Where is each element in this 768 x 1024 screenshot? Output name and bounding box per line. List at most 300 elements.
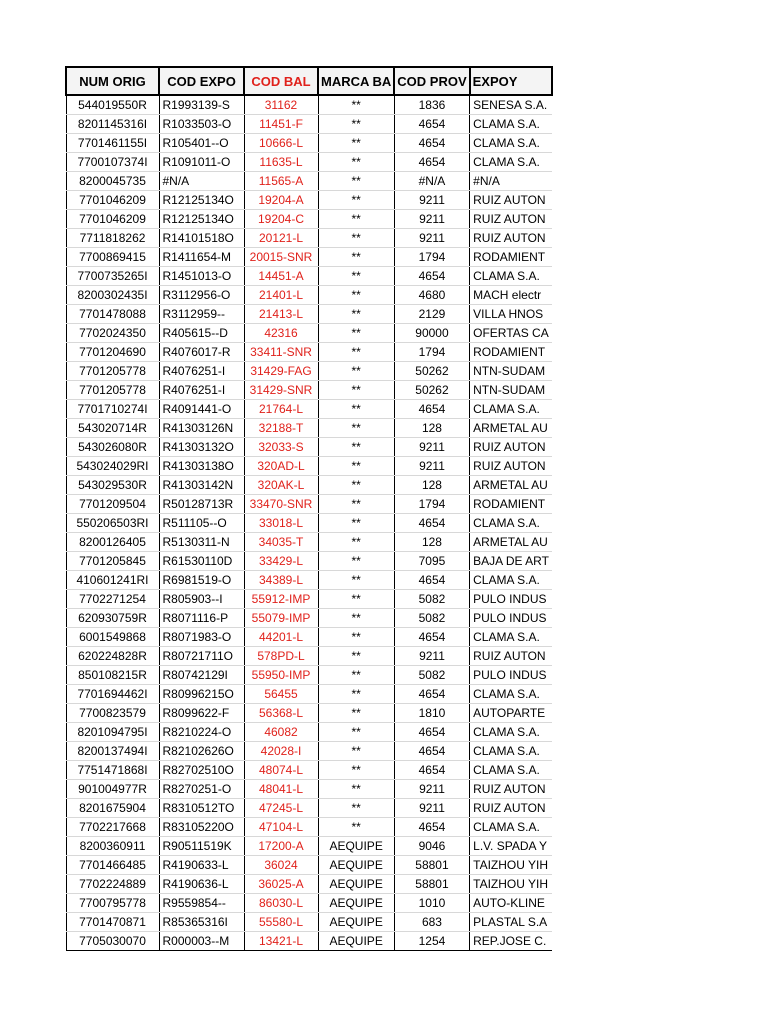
cod-expo-cell[interactable]: R4091441-O — [159, 400, 244, 419]
cod-bal-cell[interactable]: 19204-C — [244, 210, 318, 229]
marca-ba-cell[interactable]: ** — [318, 419, 394, 438]
marca-ba-cell[interactable]: ** — [318, 685, 394, 704]
num-orig-cell[interactable]: 7702217668 — [66, 818, 159, 837]
num-orig-cell[interactable]: 544019550R — [66, 95, 159, 115]
cod-bal-cell[interactable]: 31162 — [244, 95, 318, 115]
marca-ba-cell[interactable]: ** — [318, 609, 394, 628]
cod-bal-cell[interactable]: 10666-L — [244, 134, 318, 153]
expoy-cell[interactable]: PULO INDUS — [470, 590, 552, 609]
table-row — [66, 590, 552, 609]
cod-bal-cell[interactable]: 44201-L — [244, 628, 318, 647]
cod-expo-cell[interactable]: #N/A — [159, 172, 244, 191]
expoy-cell[interactable]: CLAMA S.A. — [470, 742, 552, 761]
num-orig-cell[interactable]: 543026080R — [66, 438, 159, 457]
num-orig-cell[interactable]: 7701694462I — [66, 685, 159, 704]
num-orig-cell[interactable]: 7700823579 — [66, 704, 159, 723]
cod-bal-cell[interactable]: 48074-L — [244, 761, 318, 780]
cod-prov-cell[interactable]: 58801 — [394, 875, 469, 894]
cod-expo-cell[interactable]: R9559854-- — [159, 894, 244, 913]
expoy-cell[interactable]: CLAMA S.A. — [470, 571, 552, 590]
expoy-cell[interactable]: OFERTAS CA — [470, 324, 552, 343]
cod-prov-cell[interactable]: 4654 — [394, 685, 469, 704]
header-cod-bal[interactable]: COD BAL — [244, 67, 318, 95]
marca-ba-cell[interactable]: ** — [318, 400, 394, 419]
num-orig-cell[interactable]: 550206503RI — [66, 514, 159, 533]
marca-ba-cell[interactable]: ** — [318, 647, 394, 666]
expoy-cell[interactable]: RUIZ AUTON — [470, 210, 552, 229]
cod-prov-cell[interactable]: 9211 — [394, 457, 469, 476]
marca-ba-cell[interactable]: ** — [318, 95, 394, 115]
num-orig-cell[interactable]: 8201094795I — [66, 723, 159, 742]
marca-ba-cell[interactable]: ** — [318, 286, 394, 305]
num-orig-cell[interactable]: 8201145316I — [66, 115, 159, 134]
cod-expo-cell[interactable]: R3112956-O — [159, 286, 244, 305]
cod-expo-cell[interactable]: R4190633-L — [159, 856, 244, 875]
cod-expo-cell[interactable]: R4076251-I — [159, 381, 244, 400]
expoy-cell[interactable]: PLASTAL S.A — [470, 913, 552, 932]
table-row — [66, 115, 552, 134]
cod-expo-cell[interactable]: R12125134O — [159, 210, 244, 229]
cod-prov-cell[interactable]: 4654 — [394, 571, 469, 590]
marca-ba-cell[interactable]: ** — [318, 628, 394, 647]
marca-ba-cell[interactable]: ** — [318, 799, 394, 818]
cod-expo-cell[interactable]: R41303126N — [159, 419, 244, 438]
expoy-cell[interactable]: RUIZ AUTON — [470, 780, 552, 799]
cod-prov-cell[interactable]: 1810 — [394, 704, 469, 723]
marca-ba-cell[interactable]: ** — [318, 381, 394, 400]
num-orig-cell[interactable]: 7700795778 — [66, 894, 159, 913]
header-cod-prov[interactable]: COD PROV — [394, 67, 469, 95]
cod-prov-cell[interactable]: 9211 — [394, 210, 469, 229]
cod-prov-cell[interactable]: 128 — [394, 476, 469, 495]
cod-bal-cell[interactable]: 55580-L — [244, 913, 318, 932]
cod-bal-cell[interactable]: 33470-SNR — [244, 495, 318, 514]
marca-ba-cell[interactable]: ** — [318, 115, 394, 134]
cod-prov-cell[interactable]: 4654 — [394, 134, 469, 153]
expoy-cell[interactable]: RUIZ AUTON — [470, 799, 552, 818]
expoy-cell[interactable]: TAIZHOU YIH — [470, 856, 552, 875]
num-orig-cell[interactable]: 7701470871 — [66, 913, 159, 932]
cod-expo-cell[interactable]: R80996215O — [159, 685, 244, 704]
num-orig-cell[interactable]: 7705030070 — [66, 932, 159, 951]
marca-ba-cell[interactable]: ** — [318, 723, 394, 742]
cod-expo-cell[interactable]: R1033503-O — [159, 115, 244, 134]
marca-ba-cell[interactable]: ** — [318, 571, 394, 590]
cod-prov-cell[interactable]: 683 — [394, 913, 469, 932]
cod-bal-cell[interactable]: 56455 — [244, 685, 318, 704]
marca-ba-cell[interactable]: ** — [318, 761, 394, 780]
cod-bal-cell[interactable]: 21764-L — [244, 400, 318, 419]
cod-bal-cell[interactable]: 17200-A — [244, 837, 318, 856]
cod-bal-cell[interactable]: 31429-SNR — [244, 381, 318, 400]
cod-prov-cell[interactable]: 5082 — [394, 590, 469, 609]
cod-prov-cell[interactable]: 4654 — [394, 400, 469, 419]
table-row — [66, 95, 552, 115]
marca-ba-cell[interactable]: ** — [318, 210, 394, 229]
table-row — [66, 666, 552, 685]
cod-prov-cell[interactable]: 4654 — [394, 267, 469, 286]
num-orig-cell[interactable]: 8200137494I — [66, 742, 159, 761]
num-orig-cell[interactable]: 8200302435I — [66, 286, 159, 305]
cod-prov-cell[interactable]: 50262 — [394, 381, 469, 400]
cod-prov-cell[interactable]: 4654 — [394, 742, 469, 761]
expoy-cell[interactable]: CLAMA S.A. — [470, 685, 552, 704]
marca-ba-cell[interactable]: AEQUIPE — [318, 837, 394, 856]
expoy-cell[interactable]: SENESA S.A. — [470, 95, 552, 115]
expoy-cell[interactable]: RODAMIENT — [470, 495, 552, 514]
num-orig-cell[interactable]: 543020714R — [66, 419, 159, 438]
marca-ba-cell[interactable]: ** — [318, 191, 394, 210]
cod-prov-cell[interactable]: 9211 — [394, 191, 469, 210]
num-orig-cell[interactable]: 7701466485 — [66, 856, 159, 875]
cod-bal-cell[interactable]: 34389-L — [244, 571, 318, 590]
marca-ba-cell[interactable]: ** — [318, 742, 394, 761]
num-orig-cell[interactable]: 410601241RI — [66, 571, 159, 590]
marca-ba-cell[interactable]: ** — [318, 324, 394, 343]
cod-prov-cell[interactable]: 9211 — [394, 229, 469, 248]
cod-prov-cell[interactable]: 9211 — [394, 647, 469, 666]
expoy-cell[interactable]: L.V. SPADA Y — [470, 837, 552, 856]
marca-ba-cell[interactable]: ** — [318, 476, 394, 495]
table-row — [66, 894, 552, 913]
num-orig-cell[interactable]: 8200126405 — [66, 533, 159, 552]
table-row — [66, 761, 552, 780]
cod-bal-cell[interactable]: 20015-SNR — [244, 248, 318, 267]
marca-ba-cell[interactable]: AEQUIPE — [318, 856, 394, 875]
expoy-cell[interactable]: CLAMA S.A. — [470, 628, 552, 647]
cod-prov-cell[interactable]: 4680 — [394, 286, 469, 305]
marca-ba-cell[interactable]: ** — [318, 438, 394, 457]
marca-ba-cell[interactable]: ** — [318, 457, 394, 476]
cod-expo-cell[interactable]: R12125134O — [159, 191, 244, 210]
cod-prov-cell[interactable]: 4654 — [394, 818, 469, 837]
marca-ba-cell[interactable]: ** — [318, 134, 394, 153]
expoy-cell[interactable]: RUIZ AUTON — [470, 191, 552, 210]
cod-expo-cell[interactable]: R3112959-- — [159, 305, 244, 324]
cod-prov-cell[interactable]: 2129 — [394, 305, 469, 324]
num-orig-cell[interactable]: 8201675904 — [66, 799, 159, 818]
num-orig-cell[interactable]: 7701461155I — [66, 134, 159, 153]
num-orig-cell[interactable]: 543029530R — [66, 476, 159, 495]
expoy-cell[interactable]: PULO INDUS — [470, 609, 552, 628]
marca-ba-cell[interactable]: AEQUIPE — [318, 932, 394, 951]
cod-expo-cell[interactable]: R4076017-R — [159, 343, 244, 362]
expoy-cell[interactable]: CLAMA S.A. — [470, 267, 552, 286]
num-orig-cell[interactable]: 8200045735 — [66, 172, 159, 191]
num-orig-cell[interactable]: 7701046209 — [66, 191, 159, 210]
cod-prov-cell[interactable]: 90000 — [394, 324, 469, 343]
cod-expo-cell[interactable]: R82102626O — [159, 742, 244, 761]
cod-bal-cell[interactable]: 42028-I — [244, 742, 318, 761]
table-row — [66, 286, 552, 305]
cod-bal-cell[interactable]: 36025-A — [244, 875, 318, 894]
expoy-cell[interactable]: RUIZ AUTON — [470, 457, 552, 476]
cod-bal-cell[interactable]: 55912-IMP — [244, 590, 318, 609]
cod-prov-cell[interactable]: 9211 — [394, 799, 469, 818]
expoy-cell[interactable]: MACH electr — [470, 286, 552, 305]
cod-bal-cell[interactable]: 34035-T — [244, 533, 318, 552]
expoy-cell[interactable]: NTN-SUDAM — [470, 381, 552, 400]
cod-expo-cell[interactable]: R405615--D — [159, 324, 244, 343]
table-row — [66, 153, 552, 172]
table-row — [66, 932, 552, 951]
cod-expo-cell[interactable]: R6981519-O — [159, 571, 244, 590]
num-orig-cell[interactable]: 7751471868I — [66, 761, 159, 780]
cod-prov-cell[interactable]: 1836 — [394, 95, 469, 115]
expoy-cell[interactable]: RUIZ AUTON — [470, 229, 552, 248]
cod-bal-cell[interactable]: 55079-IMP — [244, 609, 318, 628]
cod-prov-cell[interactable]: 1010 — [394, 894, 469, 913]
expoy-cell[interactable]: RODAMIENT — [470, 248, 552, 267]
expoy-cell[interactable]: REP.JOSE C. — [470, 932, 552, 951]
num-orig-cell[interactable]: 7701209504 — [66, 495, 159, 514]
expoy-cell[interactable]: CLAMA S.A. — [470, 723, 552, 742]
cod-prov-cell[interactable]: 128 — [394, 419, 469, 438]
header-row — [66, 67, 552, 95]
cod-expo-cell[interactable]: R8310512TO — [159, 799, 244, 818]
expoy-cell[interactable]: #N/A — [470, 172, 552, 191]
cod-expo-cell[interactable]: R41303142N — [159, 476, 244, 495]
cod-bal-cell[interactable]: 36024 — [244, 856, 318, 875]
expoy-cell[interactable]: AUTO-KLINE — [470, 894, 552, 913]
cod-bal-cell[interactable]: 56368-L — [244, 704, 318, 723]
cod-expo-cell[interactable]: R80742129I — [159, 666, 244, 685]
marca-ba-cell[interactable]: ** — [318, 248, 394, 267]
cod-expo-cell[interactable]: R80721711O — [159, 647, 244, 666]
cod-prov-cell[interactable]: 1794 — [394, 248, 469, 267]
num-orig-cell[interactable]: 7701046209 — [66, 210, 159, 229]
expoy-cell[interactable]: CLAMA S.A. — [470, 818, 552, 837]
num-orig-cell[interactable]: 8200360911 — [66, 837, 159, 856]
num-orig-cell[interactable]: 7700107374I — [66, 153, 159, 172]
cod-bal-cell[interactable]: 42316 — [244, 324, 318, 343]
cod-prov-cell[interactable]: #N/A — [394, 172, 469, 191]
expoy-cell[interactable]: CLAMA S.A. — [470, 400, 552, 419]
table-row — [66, 381, 552, 400]
num-orig-cell[interactable]: 620930759R — [66, 609, 159, 628]
expoy-cell[interactable]: ARMETAL AU — [470, 419, 552, 438]
expoy-cell[interactable]: NTN-SUDAM — [470, 362, 552, 381]
cod-prov-cell[interactable]: 4654 — [394, 723, 469, 742]
num-orig-cell[interactable]: 901004977R — [66, 780, 159, 799]
cod-prov-cell[interactable]: 7095 — [394, 552, 469, 571]
num-orig-cell[interactable]: 7702024350 — [66, 324, 159, 343]
cod-expo-cell[interactable]: R8270251-O — [159, 780, 244, 799]
expoy-cell[interactable]: CLAMA S.A. — [470, 153, 552, 172]
cod-prov-cell[interactable]: 1254 — [394, 932, 469, 951]
marca-ba-cell[interactable]: ** — [318, 343, 394, 362]
marca-ba-cell[interactable]: ** — [318, 533, 394, 552]
expoy-cell[interactable]: CLAMA S.A. — [470, 514, 552, 533]
expoy-cell[interactable]: VILLA HNOS — [470, 305, 552, 324]
cod-expo-cell[interactable]: R8071983-O — [159, 628, 244, 647]
cod-bal-cell[interactable]: 33429-L — [244, 552, 318, 571]
cod-bal-cell[interactable]: 33018-L — [244, 514, 318, 533]
cod-prov-cell[interactable]: 5082 — [394, 609, 469, 628]
num-orig-cell[interactable]: 7702224889 — [66, 875, 159, 894]
table-row — [66, 210, 552, 229]
cod-expo-cell[interactable]: R61530110D — [159, 552, 244, 571]
table-row — [66, 229, 552, 248]
cod-expo-cell[interactable]: R4190636-L — [159, 875, 244, 894]
cod-prov-cell[interactable]: 9046 — [394, 837, 469, 856]
marca-ba-cell[interactable]: ** — [318, 305, 394, 324]
cod-bal-cell[interactable]: 47245-L — [244, 799, 318, 818]
num-orig-cell[interactable]: 7701205845 — [66, 552, 159, 571]
cod-bal-cell[interactable]: 11451-F — [244, 115, 318, 134]
num-orig-cell[interactable]: 7700735265I — [66, 267, 159, 286]
cod-bal-cell[interactable]: 55950-IMP — [244, 666, 318, 685]
cod-prov-cell[interactable]: 4654 — [394, 514, 469, 533]
num-orig-cell[interactable]: 7702271254 — [66, 590, 159, 609]
marca-ba-cell[interactable]: ** — [318, 704, 394, 723]
cod-bal-cell[interactable]: 31429-FAG — [244, 362, 318, 381]
num-orig-cell[interactable]: 7700869415 — [66, 248, 159, 267]
table-row — [66, 875, 552, 894]
cod-prov-cell[interactable]: 4654 — [394, 761, 469, 780]
cod-bal-cell[interactable]: 33411-SNR — [244, 343, 318, 362]
cod-bal-cell[interactable]: 32033-S — [244, 438, 318, 457]
marca-ba-cell[interactable]: ** — [318, 172, 394, 191]
cod-expo-cell[interactable]: R5130311-N — [159, 533, 244, 552]
table-row — [66, 609, 552, 628]
cod-prov-cell[interactable]: 9211 — [394, 780, 469, 799]
expoy-cell[interactable]: PULO INDUS — [470, 666, 552, 685]
expoy-cell[interactable]: ARMETAL AU — [470, 476, 552, 495]
marca-ba-cell[interactable]: ** — [318, 362, 394, 381]
cod-prov-cell[interactable]: 4654 — [394, 628, 469, 647]
cod-prov-cell[interactable]: 128 — [394, 533, 469, 552]
num-orig-cell[interactable]: 7701204690 — [66, 343, 159, 362]
expoy-cell[interactable]: RODAMIENT — [470, 343, 552, 362]
table-row — [66, 780, 552, 799]
cod-prov-cell[interactable]: 58801 — [394, 856, 469, 875]
header-marca-ba[interactable]: MARCA BA — [318, 67, 394, 95]
marca-ba-cell[interactable]: ** — [318, 666, 394, 685]
header-expoy[interactable]: EXPOY — [470, 67, 552, 95]
expoy-cell[interactable]: RUIZ AUTON — [470, 647, 552, 666]
cod-prov-cell[interactable]: 50262 — [394, 362, 469, 381]
marca-ba-cell[interactable]: ** — [318, 153, 394, 172]
marca-ba-cell[interactable]: AEQUIPE — [318, 913, 394, 932]
cod-expo-cell[interactable]: R1091011-O — [159, 153, 244, 172]
num-orig-cell[interactable]: 7701205778 — [66, 362, 159, 381]
cod-expo-cell[interactable]: R1993139-S — [159, 95, 244, 115]
cod-prov-cell[interactable]: 4654 — [394, 115, 469, 134]
num-orig-cell[interactable]: 7701478088 — [66, 305, 159, 324]
marca-ba-cell[interactable]: ** — [318, 818, 394, 837]
cod-expo-cell[interactable]: R805903--I — [159, 590, 244, 609]
expoy-cell[interactable]: RUIZ AUTON — [470, 438, 552, 457]
marca-ba-cell[interactable]: ** — [318, 552, 394, 571]
cod-bal-cell[interactable]: 21413-L — [244, 305, 318, 324]
cod-bal-cell[interactable]: 32188-T — [244, 419, 318, 438]
cod-expo-cell[interactable]: R41303132O — [159, 438, 244, 457]
cod-expo-cell[interactable]: R8099622-F — [159, 704, 244, 723]
cod-bal-cell[interactable]: 11635-L — [244, 153, 318, 172]
cod-prov-cell[interactable]: 5082 — [394, 666, 469, 685]
cod-bal-cell[interactable]: 47104-L — [244, 818, 318, 837]
expoy-cell[interactable]: AUTOPARTE — [470, 704, 552, 723]
table-row — [66, 191, 552, 210]
cod-bal-cell[interactable]: 14451-A — [244, 267, 318, 286]
marca-ba-cell[interactable]: ** — [318, 514, 394, 533]
marca-ba-cell[interactable]: ** — [318, 495, 394, 514]
table-row — [66, 552, 552, 571]
cod-expo-cell[interactable]: R50128713R — [159, 495, 244, 514]
cod-prov-cell[interactable]: 9211 — [394, 438, 469, 457]
table-row — [66, 647, 552, 666]
expoy-cell[interactable]: CLAMA S.A. — [470, 134, 552, 153]
marca-ba-cell[interactable]: ** — [318, 780, 394, 799]
header-cod-expo[interactable]: COD EXPO — [159, 67, 244, 95]
num-orig-cell[interactable]: 7701710274I — [66, 400, 159, 419]
expoy-cell[interactable]: BAJA DE ART — [470, 552, 552, 571]
marca-ba-cell[interactable]: ** — [318, 229, 394, 248]
cod-bal-cell[interactable]: 86030-L — [244, 894, 318, 913]
cod-bal-cell[interactable]: 13421-L — [244, 932, 318, 951]
cod-expo-cell[interactable]: R8071116-P — [159, 609, 244, 628]
table-row — [66, 476, 552, 495]
num-orig-cell[interactable]: 7711818262 — [66, 229, 159, 248]
cod-prov-cell[interactable]: 1794 — [394, 343, 469, 362]
cod-bal-cell[interactable]: 11565-A — [244, 172, 318, 191]
cod-bal-cell[interactable]: 578PD-L — [244, 647, 318, 666]
num-orig-cell[interactable]: 543024029RI — [66, 457, 159, 476]
cod-expo-cell[interactable]: R90511519K — [159, 837, 244, 856]
cod-bal-cell[interactable]: 320AD-L — [244, 457, 318, 476]
cod-bal-cell[interactable]: 20121-L — [244, 229, 318, 248]
cod-expo-cell[interactable]: R83105220O — [159, 818, 244, 837]
cod-expo-cell[interactable]: R82702510O — [159, 761, 244, 780]
expoy-cell[interactable]: ARMETAL AU — [470, 533, 552, 552]
cod-bal-cell[interactable]: 21401-L — [244, 286, 318, 305]
cod-expo-cell[interactable]: R85365316I — [159, 913, 244, 932]
expoy-cell[interactable]: CLAMA S.A. — [470, 761, 552, 780]
cod-expo-cell[interactable]: R14101518O — [159, 229, 244, 248]
cod-prov-cell[interactable]: 1794 — [394, 495, 469, 514]
marca-ba-cell[interactable]: ** — [318, 590, 394, 609]
header-num-orig[interactable]: NUM ORIG — [66, 67, 159, 95]
cod-expo-cell[interactable]: R511105--O — [159, 514, 244, 533]
cod-expo-cell[interactable]: R000003--M — [159, 932, 244, 951]
cod-bal-cell[interactable]: 19204-A — [244, 191, 318, 210]
cod-expo-cell[interactable]: R8210224-O — [159, 723, 244, 742]
num-orig-cell[interactable]: 6001549868 — [66, 628, 159, 647]
cod-bal-cell[interactable]: 46082 — [244, 723, 318, 742]
table-row — [66, 419, 552, 438]
cod-expo-cell[interactable]: R1451013-O — [159, 267, 244, 286]
marca-ba-cell[interactable]: AEQUIPE — [318, 894, 394, 913]
num-orig-cell[interactable]: 850108215R — [66, 666, 159, 685]
num-orig-cell[interactable]: 7701205778 — [66, 381, 159, 400]
cod-bal-cell[interactable]: 48041-L — [244, 780, 318, 799]
cod-prov-cell[interactable]: 4654 — [394, 153, 469, 172]
expoy-cell[interactable]: TAIZHOU YIH — [470, 875, 552, 894]
marca-ba-cell[interactable]: ** — [318, 267, 394, 286]
num-orig-cell[interactable]: 620224828R — [66, 647, 159, 666]
table-row — [66, 362, 552, 381]
cod-expo-cell[interactable]: R4076251-I — [159, 362, 244, 381]
table-row — [66, 628, 552, 647]
cod-expo-cell[interactable]: R105401--O — [159, 134, 244, 153]
cod-expo-cell[interactable]: R1411654-M — [159, 248, 244, 267]
table-row — [66, 495, 552, 514]
cod-expo-cell[interactable]: R41303138O — [159, 457, 244, 476]
marca-ba-cell[interactable]: AEQUIPE — [318, 875, 394, 894]
expoy-cell[interactable]: CLAMA S.A. — [470, 115, 552, 134]
cod-bal-cell[interactable]: 320AK-L — [244, 476, 318, 495]
